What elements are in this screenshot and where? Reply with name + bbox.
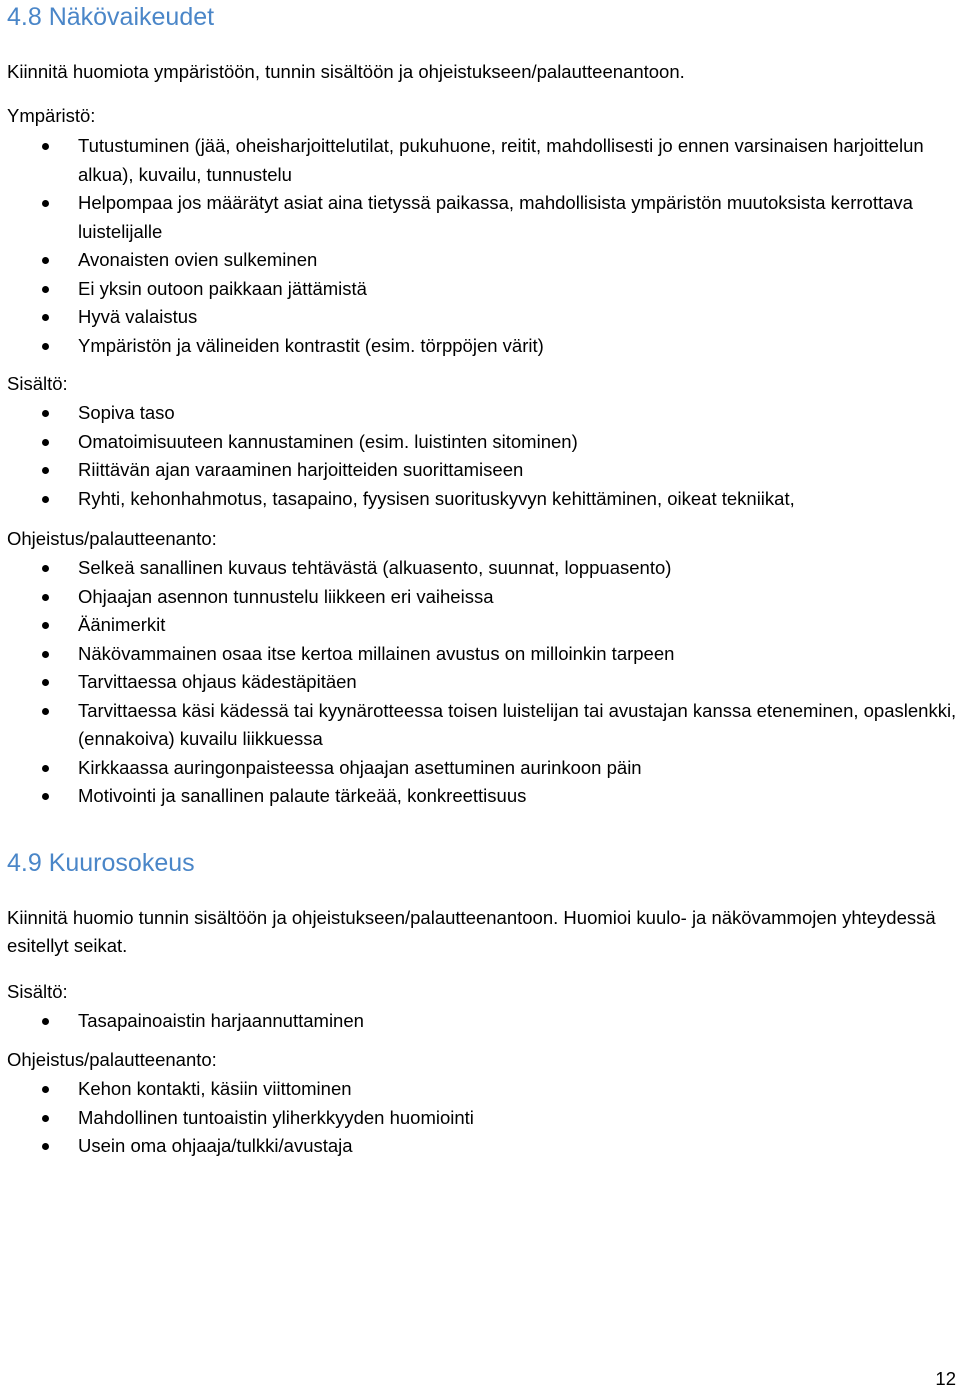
bullet-icon [42, 708, 49, 715]
bullet-icon [42, 594, 49, 601]
guidance-label: Ohjeistus/palautteenanto: [7, 528, 217, 549]
list-item: Ei yksin outoon paikkaan jättämistä [7, 275, 957, 304]
bullet-icon [42, 1018, 49, 1025]
content-label: Sisältö: [7, 981, 68, 1002]
list-item: Omatoimisuuteen kannustaminen (esim. luistinten sitominen) [7, 428, 957, 457]
content-list [7, 1007, 957, 1036]
guidance-list [7, 554, 957, 811]
list-item: Ryhti, kehonhahmotus, tasapaino, fyysisen suorituskyvyn kehittäminen, oikeat tekniikat, [7, 485, 957, 514]
section-intro: Kiinnitä huomiota ympäristöön, tunnin sisältöön ja ohjeistukseen/palautteenantoon. [7, 61, 685, 82]
list-item: Kehon kontakti, käsiin viittominen [7, 1075, 957, 1104]
section-intro: Kiinnitä huomio tunnin sisältöön ja ohjeistukseen/palautteenantoon. Huomioi kuulo- ja näkövammojen yhteydessä esitellyt seikat. [7, 907, 936, 956]
environment-label: Ympäristö: [7, 105, 96, 126]
guidance-list [7, 1075, 957, 1161]
list-item: Äänimerkit [7, 611, 957, 640]
content-label: Sisältö: [7, 373, 68, 394]
section-heading-nakovaikeudet: 4.8 Näkövaikeudet [7, 3, 215, 31]
list-item: Mahdollinen tuntoaistin yliherkkyyden huomiointi [7, 1104, 957, 1133]
bullet-icon [42, 343, 49, 350]
bullet-icon [42, 257, 49, 264]
content-list [7, 399, 957, 513]
list-item: Ohjaajan asennon tunnustelu liikkeen eri vaiheissa [7, 583, 957, 612]
bullet-icon [42, 765, 49, 772]
list-item: Tarvittaessa käsi kädessä tai kyynärotteessa toisen luistelijan tai avustajan kanssa eteneminen, opaslenkki, (ennakoiva) kuvailu liikkuessa [7, 697, 957, 754]
guidance-label: Ohjeistus/palautteenanto: [7, 1049, 217, 1070]
bullet-icon [42, 496, 49, 503]
bullet-icon [42, 679, 49, 686]
list-item: Kirkkaassa auringonpaisteessa ohjaajan asettuminen aurinkoon päin [7, 754, 957, 783]
bullet-icon [42, 467, 49, 474]
list-item: Ympäristön ja välineiden kontrastit (esim. törppöjen värit) [7, 332, 957, 361]
environment-list [7, 132, 957, 360]
bullet-icon [42, 1086, 49, 1093]
list-item: Motivointi ja sanallinen palaute tärkeää, konkreettisuus [7, 782, 957, 811]
bullet-icon [42, 565, 49, 572]
list-item: Tutustuminen (jää, oheisharjoittelutilat, pukuhuone, reitit, mahdollisesti jo ennen varsinaisen harjoittelun alkua), kuvailu, tunnustelu [7, 132, 957, 189]
list-item: Hyvä valaistus [7, 303, 957, 332]
list-item: Helpompaa jos määrätyt asiat aina tietyssä paikassa, mahdollisista ympäristön muutoksista kerrottava luistelijalle [7, 189, 957, 246]
page-number: 12 [935, 1368, 956, 1389]
section-heading-kuurosokeus: 4.9 Kuurosokeus [7, 849, 195, 877]
list-item: Riittävän ajan varaaminen harjoitteiden suorittamiseen [7, 456, 957, 485]
bullet-icon [42, 410, 49, 417]
list-item: Tarvittaessa ohjaus kädestäpitäen [7, 668, 957, 697]
list-item: Näkövammainen osaa itse kertoa millainen avustus on milloinkin tarpeen [7, 640, 957, 669]
bullet-icon [42, 622, 49, 629]
bullet-icon [42, 793, 49, 800]
list-item: Selkeä sanallinen kuvaus tehtävästä (alkuasento, suunnat, loppuasento) [7, 554, 957, 583]
bullet-icon [42, 439, 49, 446]
bullet-icon [42, 143, 49, 150]
bullet-icon [42, 286, 49, 293]
bullet-icon [42, 200, 49, 207]
bullet-icon [42, 314, 49, 321]
bullet-icon [42, 1143, 49, 1150]
list-item: Tasapainoaistin harjaannuttaminen [7, 1007, 957, 1036]
bullet-icon [42, 1115, 49, 1122]
list-item: Sopiva taso [7, 399, 957, 428]
list-item: Avonaisten ovien sulkeminen [7, 246, 957, 275]
list-item: Usein oma ohjaaja/tulkki/avustaja [7, 1132, 957, 1161]
bullet-icon [42, 651, 49, 658]
